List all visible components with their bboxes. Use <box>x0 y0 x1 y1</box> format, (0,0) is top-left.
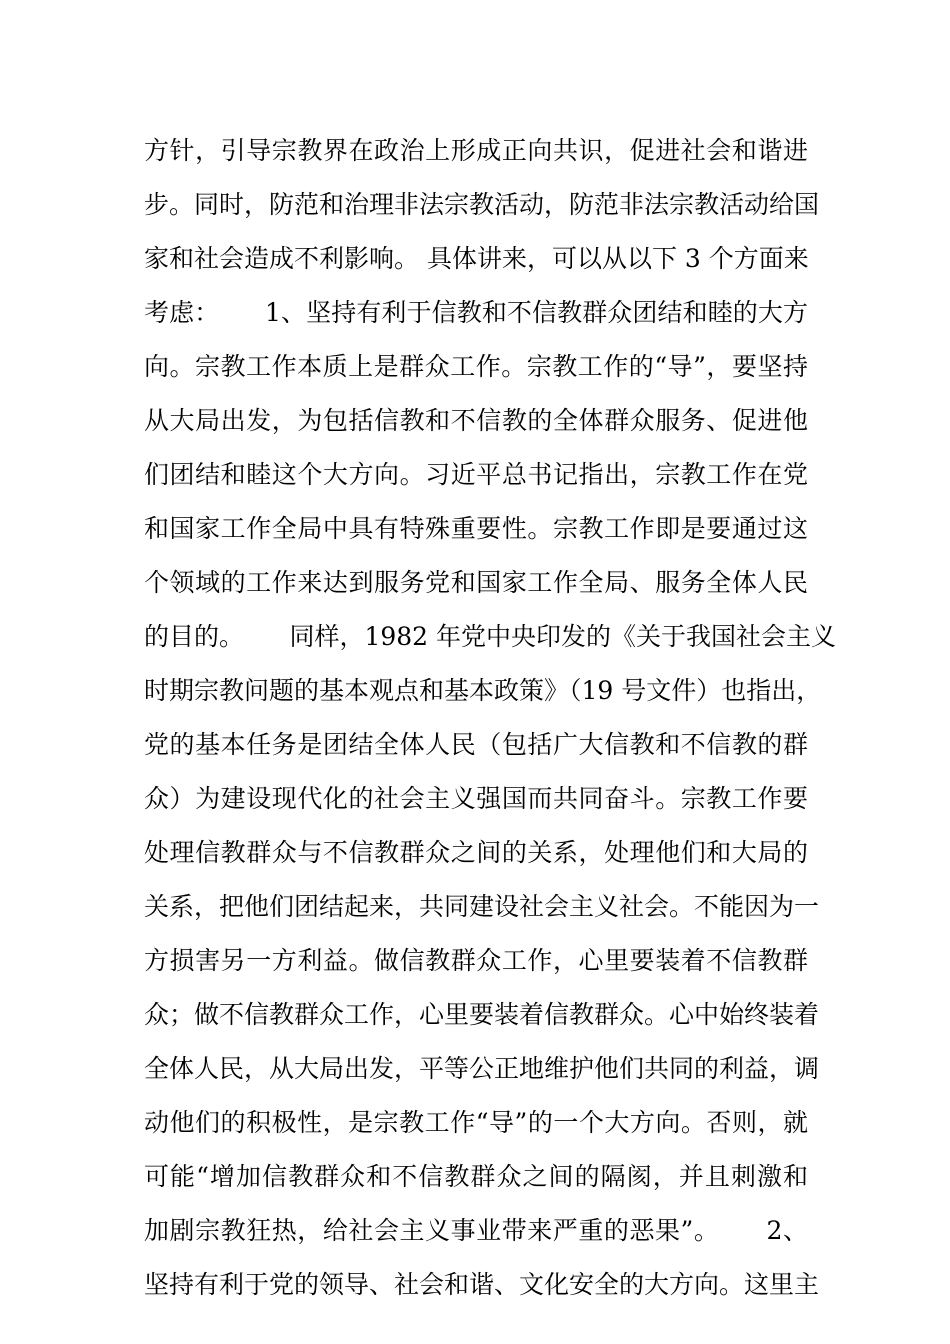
text-line: 可能“增加信教群众和不信教群众之间的隔阂，并且刺激和 <box>144 1162 808 1191</box>
text-line: 处理信教群众与不信教群众之间的关系，处理他们和大局的 <box>144 838 808 867</box>
text-line: 和国家工作全局中具有特殊重要性。宗教工作即是要通过这 <box>144 514 808 543</box>
text-line: 全体人民，从大局出发，平等公正地维护他们共同的利益，调 <box>144 1054 820 1083</box>
text-line: 向。宗教工作本质上是群众工作。宗教工作的“导”，要坚持 <box>144 352 808 381</box>
text-line: 从大局出发，为包括信教和不信教的全体群众服务、促进他 <box>144 406 808 435</box>
text-line: 党的基本任务是团结全体人民（包括广大信教和不信教的群 <box>144 730 808 759</box>
text-line: 坚持有利于党的领导、社会和谐、文化安全的大方向。这里主 <box>144 1270 820 1299</box>
text-line: 的目的。 同样，1982 年党中央印发的《关于我国社会主义 <box>144 622 837 651</box>
document-body-text <box>144 124 837 1312</box>
text-line: 方损害另一方利益。做信教群众工作，心里要装着不信教群 <box>144 946 808 975</box>
text-line: 动他们的积极性，是宗教工作“导”的一个大方向。否则，就 <box>144 1108 808 1137</box>
text-line: 时期宗教问题的基本观点和基本政策》（19 号文件）也指出， <box>144 676 822 705</box>
text-line: 众；做不信教群众工作，心里要装着信教群众。心中始终装着 <box>144 1000 820 1029</box>
text-line: 关系，把他们团结起来，共同建设社会主义社会。不能因为一 <box>144 892 820 921</box>
text-line: 考虑： 1、坚持有利于信教和不信教群众团结和睦的大方 <box>144 298 808 327</box>
text-line: 加剧宗教狂热，给社会主义事业带来严重的恶果”。 2、 <box>144 1216 808 1245</box>
text-line: 步。同时，防范和治理非法宗教活动，防范非法宗教活动给国 <box>144 190 820 219</box>
text-line: 个领域的工作来达到服务党和国家工作全局、服务全体人民 <box>144 568 808 597</box>
text-line: 家和社会造成不利影响。 具体讲来，可以从以下 3 个方面来 <box>144 244 809 273</box>
text-line: 方针，引导宗教界在政治上形成正向共识，促进社会和谐进 <box>144 136 808 165</box>
text-line: 众）为建设现代化的社会主义强国而共同奋斗。宗教工作要 <box>144 784 808 813</box>
text-line: 们团结和睦这个大方向。习近平总书记指出，宗教工作在党 <box>144 460 808 489</box>
